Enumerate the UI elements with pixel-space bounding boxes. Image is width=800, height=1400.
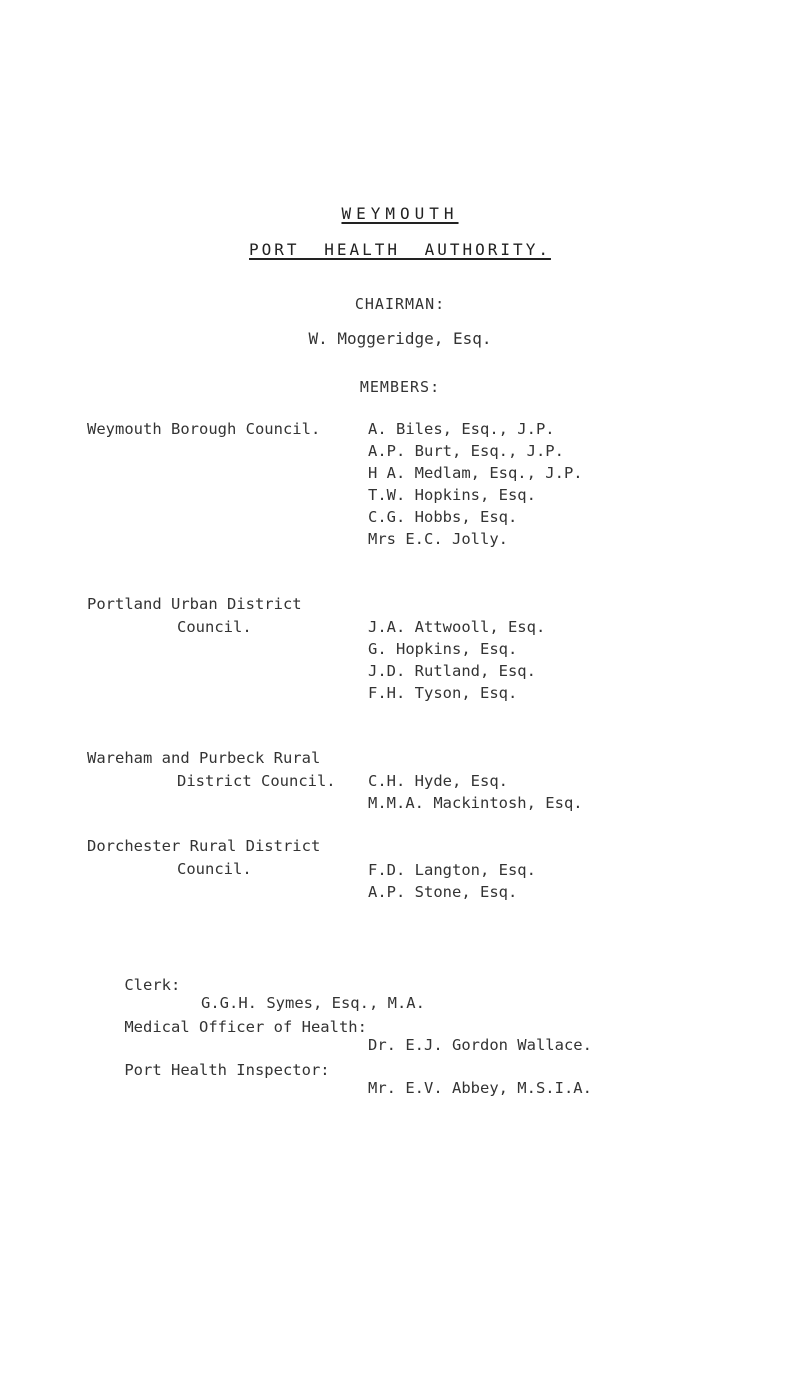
member-name: H A. Medlam, Esq., J.P.: [368, 464, 583, 482]
council-portland-members: [368, 616, 545, 704]
member-name: M.M.A. Mackintosh, Esq.: [368, 794, 583, 812]
port-health-inspector-label: Port Health Inspector:: [124, 1061, 330, 1079]
council-wareham-label: [87, 747, 336, 793]
council-label-line: Weymouth Borough Council.: [87, 420, 321, 438]
member-name: C.G. Hobbs, Esq.: [368, 508, 518, 526]
clerk-name: G.G.H. Symes, Esq., M.A.: [201, 994, 425, 1012]
council-label-line: District Council.: [177, 772, 336, 790]
council-label-line: Portland Urban District: [87, 595, 302, 613]
council-label-line: Wareham and Purbeck Rural: [87, 749, 321, 767]
port-health-inspector-name: Mr. E.V. Abbey, M.S.I.A.: [368, 1079, 592, 1097]
member-name: F.H. Tyson, Esq.: [368, 684, 518, 702]
council-label-line: Dorchester Rural District: [87, 837, 321, 855]
council-weymouth-members: [368, 418, 583, 550]
member-name: Mrs E.C. Jolly.: [368, 530, 508, 548]
council-weymouth-label: [87, 418, 320, 441]
council-portland-label: [87, 593, 302, 639]
member-name: T.W. Hopkins, Esq.: [368, 486, 536, 504]
member-name: F.D. Langton, Esq.: [368, 861, 536, 879]
clerk-label: Clerk:: [124, 976, 181, 994]
member-name: G. Hopkins, Esq.: [368, 640, 518, 658]
member-name: A. Biles, Esq., J.P.: [368, 420, 555, 438]
council-wareham-members: [368, 770, 583, 814]
member-name: A.P. Burt, Esq., J.P.: [368, 442, 564, 460]
member-name: J.A. Attwooll, Esq.: [368, 618, 546, 636]
medical-officer-name: Dr. E.J. Gordon Wallace.: [368, 1036, 592, 1054]
chairman-heading: CHAIRMAN:: [354, 295, 446, 313]
document-title: WEYMOUTH: [341, 204, 459, 223]
chairman-name: W. Moggeridge, Esq.: [308, 329, 492, 348]
members-heading: MEMBERS:: [359, 378, 441, 396]
member-name: C.H. Hyde, Esq.: [368, 772, 508, 790]
council-label-line: Council.: [177, 860, 252, 878]
council-label-line: Council.: [177, 618, 252, 636]
member-name: A.P. Stone, Esq.: [368, 883, 518, 901]
document-subtitle: PORT HEALTH AUTHORITY.: [249, 240, 551, 259]
council-dorchester-members: [368, 859, 536, 903]
member-name: J.D. Rutland, Esq.: [368, 662, 536, 680]
medical-officer-label: Medical Officer of Health:: [124, 1018, 367, 1036]
council-dorchester-label: [87, 835, 320, 881]
